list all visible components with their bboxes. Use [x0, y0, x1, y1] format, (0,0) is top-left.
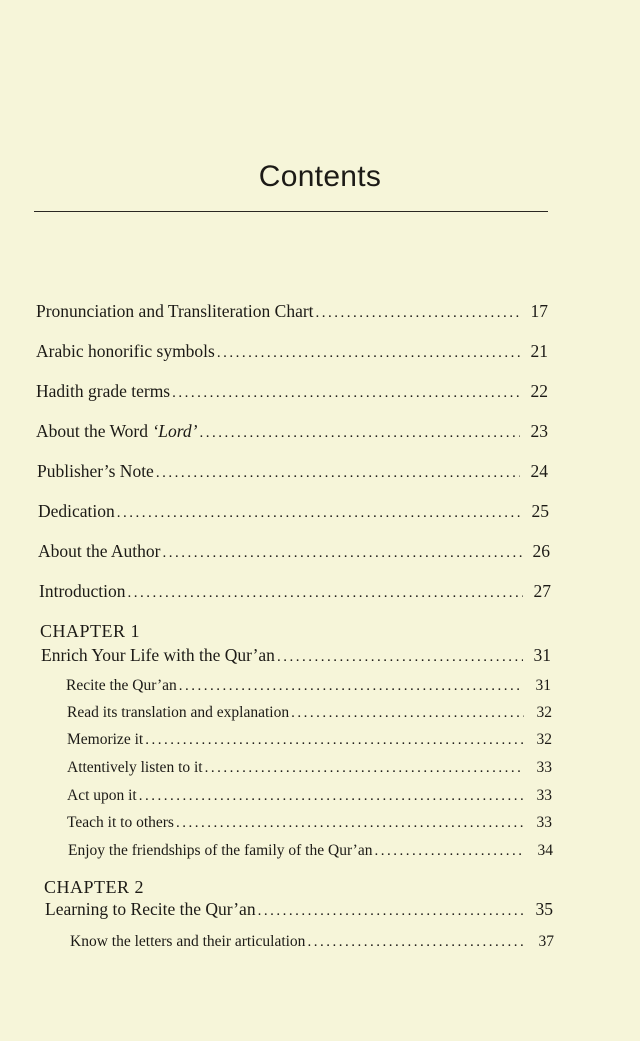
section-title: Read its translation and explanation [67, 704, 290, 721]
section-title: Attentively listen to it [67, 759, 203, 776]
toc-entry-title: Dedication [38, 501, 115, 521]
section-page: 33 [536, 814, 552, 831]
toc-entry-page: 17 [530, 301, 548, 321]
dot-leader [117, 505, 521, 522]
toc-entry-page: 21 [530, 341, 548, 361]
section-entry[interactable] [68, 842, 553, 860]
toc-entry-page: 27 [533, 581, 551, 601]
chapter-page: 35 [535, 899, 553, 919]
section-page: 31 [535, 677, 551, 694]
dot-leader [172, 385, 520, 402]
section-title: Memorize it [67, 731, 144, 748]
toc-entry-page: 25 [531, 501, 549, 521]
toc-entry-page: 26 [532, 541, 550, 561]
dot-leader [156, 465, 520, 482]
chapter-heading: CHAPTER 2 [44, 877, 145, 897]
dot-leader [217, 345, 520, 362]
dot-leader [307, 934, 526, 951]
section-page: 33 [536, 787, 552, 804]
dot-leader [145, 732, 524, 749]
toc-entry[interactable] [37, 461, 548, 482]
toc-entry-title: Introduction [39, 581, 126, 601]
toc-entry[interactable] [38, 501, 549, 522]
section-title: Enjoy the friendships of the family of the Qur’an [68, 842, 373, 859]
section-entry[interactable] [70, 933, 554, 951]
section-page: 33 [536, 759, 552, 776]
section-title: Know the letters and their articulation [70, 933, 306, 950]
toc-entry-page: 22 [530, 381, 548, 401]
toc-entry-page: 23 [530, 421, 548, 441]
dot-leader [176, 815, 524, 832]
section-page: 32 [536, 704, 552, 721]
section-entry[interactable] [67, 731, 552, 749]
toc-entry[interactable] [36, 381, 548, 402]
toc-entry[interactable] [36, 421, 548, 442]
section-entry[interactable] [67, 704, 552, 722]
dot-leader [139, 788, 524, 805]
dot-leader [163, 545, 523, 562]
dot-leader [179, 678, 523, 695]
toc-entry-page: 24 [530, 461, 548, 481]
section-entry[interactable] [67, 814, 552, 832]
dot-leader [277, 649, 523, 666]
dot-leader [291, 705, 524, 722]
toc-entry[interactable] [38, 541, 550, 562]
toc-entry[interactable] [36, 341, 548, 362]
chapter-title: Learning to Recite the Qur’an [45, 899, 256, 919]
dot-leader [316, 305, 520, 322]
toc-entry[interactable] [36, 301, 548, 322]
dot-leader [258, 903, 525, 920]
toc-entry-title: About the Author [38, 541, 161, 561]
dot-leader [128, 585, 523, 602]
toc-entry-title: Pronunciation and Transliteration Chart [36, 301, 314, 321]
dot-leader [199, 425, 520, 442]
toc-entry-title-prefix: About the Word [36, 421, 153, 441]
section-title: Teach it to others [67, 814, 174, 831]
toc-entry-title: Arabic honorific symbols [36, 341, 215, 361]
toc-entry-title: Publisher’s Note [37, 461, 154, 481]
section-entry[interactable] [67, 759, 552, 777]
chapter-entry[interactable] [41, 645, 551, 666]
toc-entry-title [36, 421, 197, 442]
chapter-title: Enrich Your Life with the Qur’an [41, 645, 275, 665]
toc-entry[interactable] [39, 581, 551, 602]
toc-entry-title-emphasis: ‘Lord’ [152, 421, 198, 441]
section-page: 32 [536, 731, 552, 748]
title-divider [34, 211, 548, 212]
section-entry[interactable] [66, 677, 551, 695]
section-entry[interactable] [67, 787, 552, 805]
chapter-heading: CHAPTER 1 [40, 621, 141, 641]
toc-entry-title: Hadith grade terms [36, 381, 171, 401]
dot-leader [205, 760, 524, 777]
dot-leader [374, 843, 525, 860]
section-title: Recite the Qur’an [66, 677, 177, 694]
chapter-page: 31 [533, 645, 551, 665]
page-title: Contents [258, 160, 382, 193]
section-page: 37 [538, 933, 554, 950]
section-title: Act upon it [67, 787, 137, 804]
section-page: 34 [537, 842, 553, 859]
chapter-entry[interactable] [45, 899, 553, 920]
